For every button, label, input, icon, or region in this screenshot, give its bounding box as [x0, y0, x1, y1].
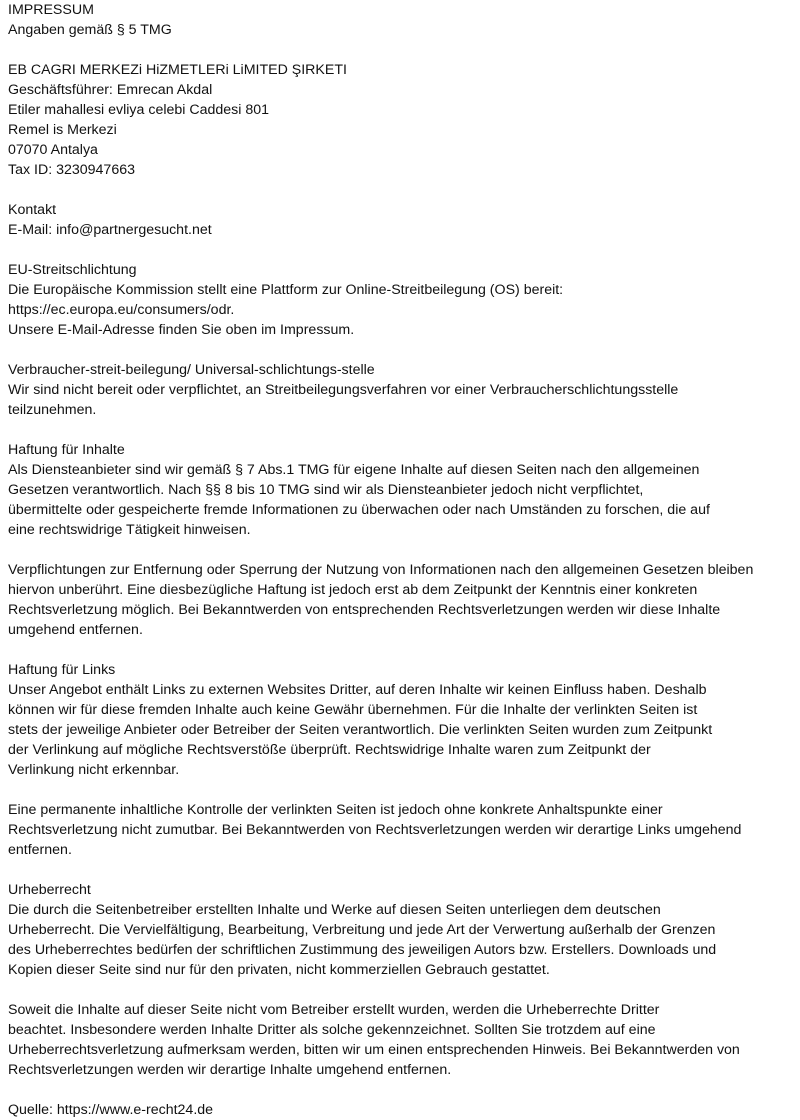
source-link[interactable]: https://www.e-recht24.de: [56, 1102, 214, 1118]
link-liability-text: Unser Angebot enthält Links zu externen Websites Dritter, auf deren Inhalte wir keinen Einfluss haben. Deshalb: [8, 682, 707, 698]
email-label: E-Mail:: [8, 222, 57, 238]
source-line: [8, 1100, 794, 1120]
copyright-text: Urheberrechtsverletzung aufmerksam werden, bitten wir um einen entsprechenden Hinweis. Bei Bekanntwerden von: [8, 1042, 740, 1058]
link-liability-heading: Haftung für Links: [8, 662, 116, 678]
content-liability-text: umgehend entfernen.: [8, 622, 143, 638]
contact-heading: Kontakt: [8, 202, 57, 218]
managing-director: Geschäftsführer: Emrecan Akdal: [8, 82, 213, 98]
copyright-text: Urheberrecht. Die Vervielfältigung, Bearbeitung, Verbreitung und jede Art der Verwertung außerhalb der Grenzen: [8, 922, 716, 938]
address-city: 07070 Antalya: [8, 142, 98, 158]
impressum-heading: IMPRESSUM: [8, 2, 94, 18]
impressum-document: [8, 0, 794, 1120]
copyright-heading: Urheberrecht: [8, 882, 91, 898]
tax-id: Tax ID: 3230947663: [8, 162, 135, 178]
spacer: [8, 780, 794, 800]
eu-dispute-text: Unsere E-Mail-Adresse finden Sie oben im Impressum.: [8, 322, 355, 338]
content-liability-text: Rechtsverletzung möglich. Bei Bekanntwerden von entsprechenden Rechtsverletzungen werden wir diese Inhalte: [8, 602, 721, 618]
content-liability-text: übermittelte oder gespeicherte fremde Informationen zu überwachen oder nach Umständen zu forschen, die auf: [8, 502, 710, 518]
spacer: [8, 980, 794, 1000]
eu-dispute-heading: EU-Streitschlichtung: [8, 262, 137, 278]
spacer: [8, 340, 794, 360]
content-liability-text: Verpflichtungen zur Entfernung oder Sperrung der Nutzung von Informationen nach den allgemeinen Gesetzen bleiben: [8, 562, 754, 578]
link-liability-text: Rechtsverletzung nicht zumutbar. Bei Bekanntwerden von Rechtsverletzungen werden wir derartige Links umgehend: [8, 822, 742, 838]
company-name: EB CAGRI MERKEZi HiZMETLERi LiMITED ŞIRKETI: [8, 62, 347, 78]
consumer-dispute-heading: Verbraucher-streit-beilegung/ Universal-schlichtungs-stelle: [8, 362, 375, 378]
contact-email-line: [8, 220, 794, 240]
link-liability-text: stets der jeweilige Anbieter oder Betreiber der Seiten verantwortlich. Die verlinkten Seiten wurden zum Zeitpunkt: [8, 722, 713, 738]
consumer-dispute-text: Wir sind nicht bereit oder verpflichtet, an Streitbeilegungsverfahren vor einer Verbraucherschlichtungsstelle: [8, 382, 679, 398]
spacer: [8, 240, 794, 260]
source-label: Quelle:: [8, 1102, 57, 1118]
link-liability-text: können wir für diese fremden Inhalte auch keine Gewähr übernehmen. Für die Inhalte der verlinkten Seiten ist: [8, 702, 698, 718]
spacer: [8, 1080, 794, 1100]
copyright-text: Soweit die Inhalte auf dieser Seite nicht vom Betreiber erstellt wurden, werden die Urheberrechte Dritter: [8, 1002, 660, 1018]
consumer-dispute-text: teilzunehmen.: [8, 402, 97, 418]
content-liability-text: Als Diensteanbieter sind wir gemäß § 7 Abs.1 TMG für eigene Inhalte auf diesen Seiten nach den allgemeinen: [8, 462, 700, 478]
content-liability-text: Gesetzen verantwortlich. Nach §§ 8 bis 10 TMG sind wir als Diensteanbieter jedoch nicht verpflichtet,: [8, 482, 644, 498]
copyright-text: Die durch die Seitenbetreiber erstellten Inhalte und Werke auf diesen Seiten unterliegen dem deutschen: [8, 902, 661, 918]
link-liability-text: der Verlinkung auf mögliche Rechtsverstöße überprüft. Rechtswidrige Inhalte waren zum Zeitpunkt der: [8, 742, 651, 758]
eu-dispute-text: Die Europäische Kommission stellt eine Plattform zur Online-Streitbeilegung (OS) bereit:: [8, 282, 564, 298]
spacer: [8, 40, 794, 60]
spacer: [8, 540, 794, 560]
content-liability-text: eine rechtswidrige Tätigkeit hinweisen.: [8, 522, 251, 538]
link-liability-text: Verlinkung nicht erkennbar.: [8, 762, 180, 778]
spacer: [8, 420, 794, 440]
copyright-text: beachtet. Insbesondere werden Inhalte Dritter als solche gekennzeichnet. Sollten Sie trotzdem auf eine: [8, 1022, 656, 1038]
copyright-text: Kopien dieser Seite sind nur für den privaten, nicht kommerziellen Gebrauch gestattet.: [8, 962, 550, 978]
copyright-text: Rechtsverletzungen werden wir derartige Inhalte umgehend entfernen.: [8, 1062, 452, 1078]
copyright-text: des Urheberrechtes bedürfen der schriftlichen Zustimmung des jeweiligen Autors bzw. Erstellers. Downloads und: [8, 942, 717, 958]
link-liability-text: entfernen.: [8, 842, 72, 858]
content-liability-text: hiervon unberührt. Eine diesbezügliche Haftung ist jedoch erst ab dem Zeitpunkt der Kenntnis einer konkreten: [8, 582, 698, 598]
spacer: [8, 640, 794, 660]
address-street: Etiler mahallesi evliya celebi Caddesi 801: [8, 102, 270, 118]
spacer: [8, 860, 794, 880]
email-link[interactable]: info@partnergesucht.net: [56, 222, 212, 238]
spacer: [8, 180, 794, 200]
content-liability-heading: Haftung für Inhalte: [8, 442, 125, 458]
impressum-subheading: Angaben gemäß § 5 TMG: [8, 22, 172, 38]
link-liability-text: Eine permanente inhaltliche Kontrolle der verlinkten Seiten ist jedoch ohne konkrete Anhaltspunkte einer: [8, 802, 663, 818]
odr-link[interactable]: https://ec.europa.eu/consumers/odr.: [8, 302, 235, 318]
address-building: Remel is Merkezi: [8, 122, 117, 138]
